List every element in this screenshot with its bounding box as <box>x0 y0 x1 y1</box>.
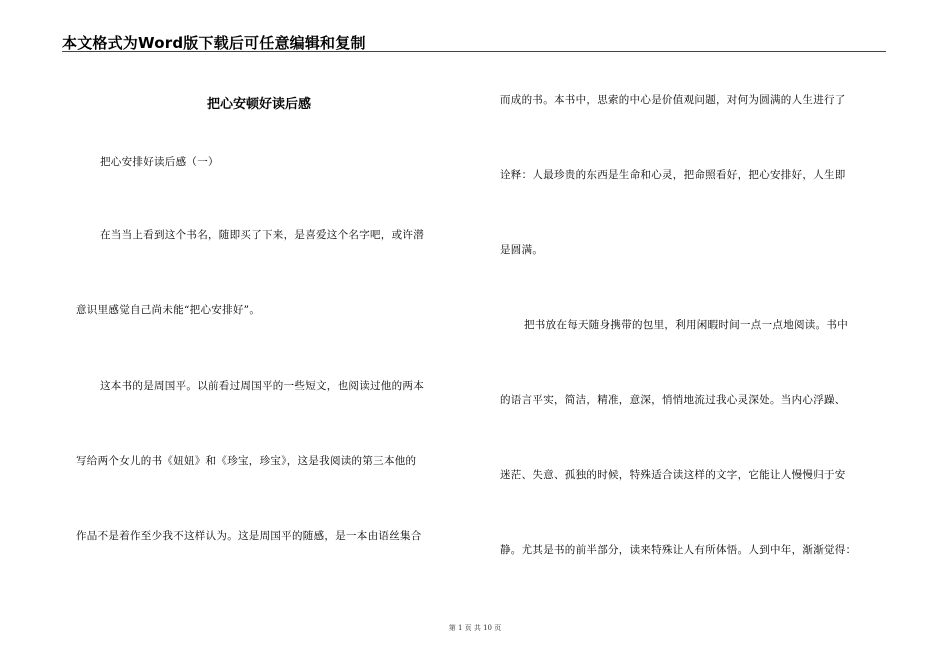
paragraph-line: 作品不是着作至少我不这样认为。这是周国平的随感，是一本由语丝集合 <box>76 530 422 542</box>
paragraph-line: 把书放在每天随身携带的包里，利用闲暇时间一点一点地阅读。书中 <box>524 319 848 331</box>
page-number: 第 1 页 共 10 页 <box>448 624 502 632</box>
paragraph-line: 静。尤其是书的前半部分，读来特殊让人有所体悟。人到中年，渐渐觉得： <box>500 544 857 556</box>
document-title: 把心安顿好读后感 <box>207 97 312 112</box>
paragraph-line: 写给两个女儿的书《妞妞》和《珍宝，珍宝》，这是我阅读的第三本他的 <box>76 455 417 467</box>
paragraph-line: 迷茫、失意、孤独的时候，特殊适合读这样的文字，它能让人慢慢归于安 <box>500 469 846 481</box>
paragraph-line: 是圆满。 <box>500 244 544 256</box>
left-column <box>76 0 466 672</box>
paragraph-line: 而成的书。本书中，思索的中心是价值观问题，对何为圆满的人生进行了 <box>500 94 846 106</box>
paragraph-line: 意识里感觉自己尚未能“把心安排好”。 <box>76 304 261 316</box>
paragraph-line: 在当当上看到这个书名，随即买了下来，是喜爱这个名字吧，或许潜 <box>100 229 424 241</box>
right-column <box>500 0 890 672</box>
paragraph-line: 这本书的是周国平。以前看过周国平的一些短文，也阅读过他的两本 <box>100 380 424 392</box>
paragraph-line: 诠释：人最珍贵的东西是生命和心灵，把命照看好，把心安排好，人生即 <box>500 169 846 181</box>
paragraph-line: 的语言平实，简洁，精准，意深，悄悄地流过我心灵深处。当内心浮躁、 <box>500 394 846 406</box>
section-heading: 把心安排好读后感（一） <box>100 156 219 168</box>
document-banner: 本文格式为Word版下载后可任意编辑和复制 <box>62 34 366 52</box>
